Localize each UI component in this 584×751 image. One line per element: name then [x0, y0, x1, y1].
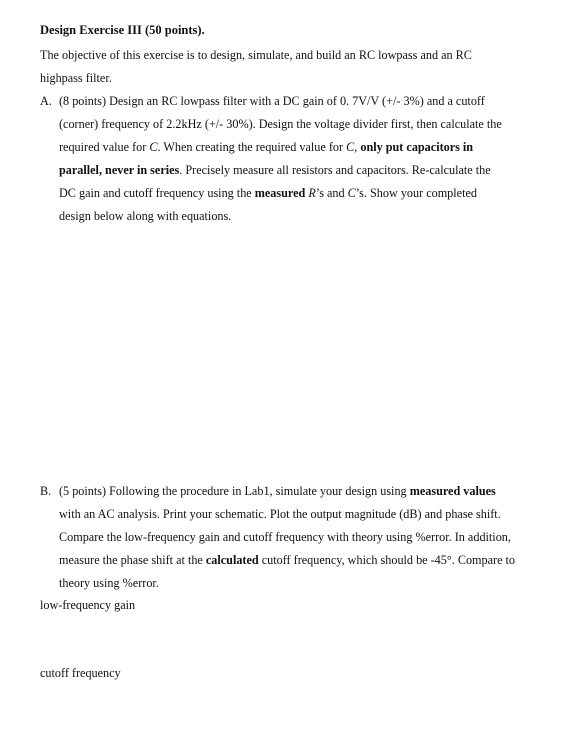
part-a-line-3 [59, 140, 473, 155]
capacitor-symbol: C [346, 140, 355, 154]
part-b-line-3: Compare the low-frequency gain and cutoff frequency with theory using %error. In addition, [59, 530, 511, 544]
part-a-line-1: (8 points) Design an RC lowpass filter with a DC gain of 0. 7V/V (+/- 3%) and a cutoff [59, 94, 485, 108]
emphasis-text: parallel, never in series [59, 163, 180, 177]
part-b-line-1 [59, 484, 496, 499]
low-frequency-gain-label: low-frequency gain [40, 598, 136, 612]
capacitor-symbol: C [347, 186, 356, 200]
part-a-line-2: (corner) frequency of 2.2kHz (+/- 30%). Design the voltage divider first, then calculate the [59, 117, 502, 131]
cutoff-frequency-label: cutoff frequency [40, 666, 121, 680]
capacitor-symbol: C [149, 140, 158, 154]
text-span: . Precisely measure all resistors and capacitors. Re-calculate the [179, 163, 491, 177]
text-span: required value for [59, 140, 150, 154]
emphasis-text: calculated [205, 553, 259, 567]
emphasis-text: measured values [409, 484, 496, 498]
emphasis-text: measured [254, 186, 306, 200]
part-a-line-4 [59, 163, 491, 178]
text-span: DC gain and cutoff frequency using the [59, 186, 255, 200]
text-span: measure the phase shift at the [59, 553, 206, 567]
part-b-line-2: with an AC analysis. Print your schematic. Plot the output magnitude (dB) and phase shift. [59, 507, 501, 521]
text-span: (5 points) Following the procedure in Lab1, simulate your design using [59, 484, 410, 498]
resistor-symbol: R [308, 186, 316, 200]
text-span: , [354, 140, 361, 154]
text-span: . When creating the required value for [157, 140, 347, 154]
part-a-label: A. [40, 94, 52, 108]
intro-line-2: highpass filter. [40, 71, 112, 85]
part-b-line-4 [59, 553, 515, 568]
exercise-title: Design Exercise III (50 points). [40, 23, 205, 37]
text-span: ’s and [315, 186, 348, 200]
emphasis-text: only put capacitors in [360, 140, 474, 154]
part-b-label: B. [40, 484, 52, 498]
part-a-line-6: design below along with equations. [59, 209, 232, 223]
part-b-line-5: theory using %error. [59, 576, 159, 590]
text-span: ’s. Show your completed [355, 186, 477, 200]
intro-line-1: The objective of this exercise is to design, simulate, and build an RC lowpass and an RC [40, 48, 472, 62]
text-span: cutoff frequency, which should be -45°. Compare to [258, 553, 516, 567]
part-a-line-5 [59, 186, 477, 201]
